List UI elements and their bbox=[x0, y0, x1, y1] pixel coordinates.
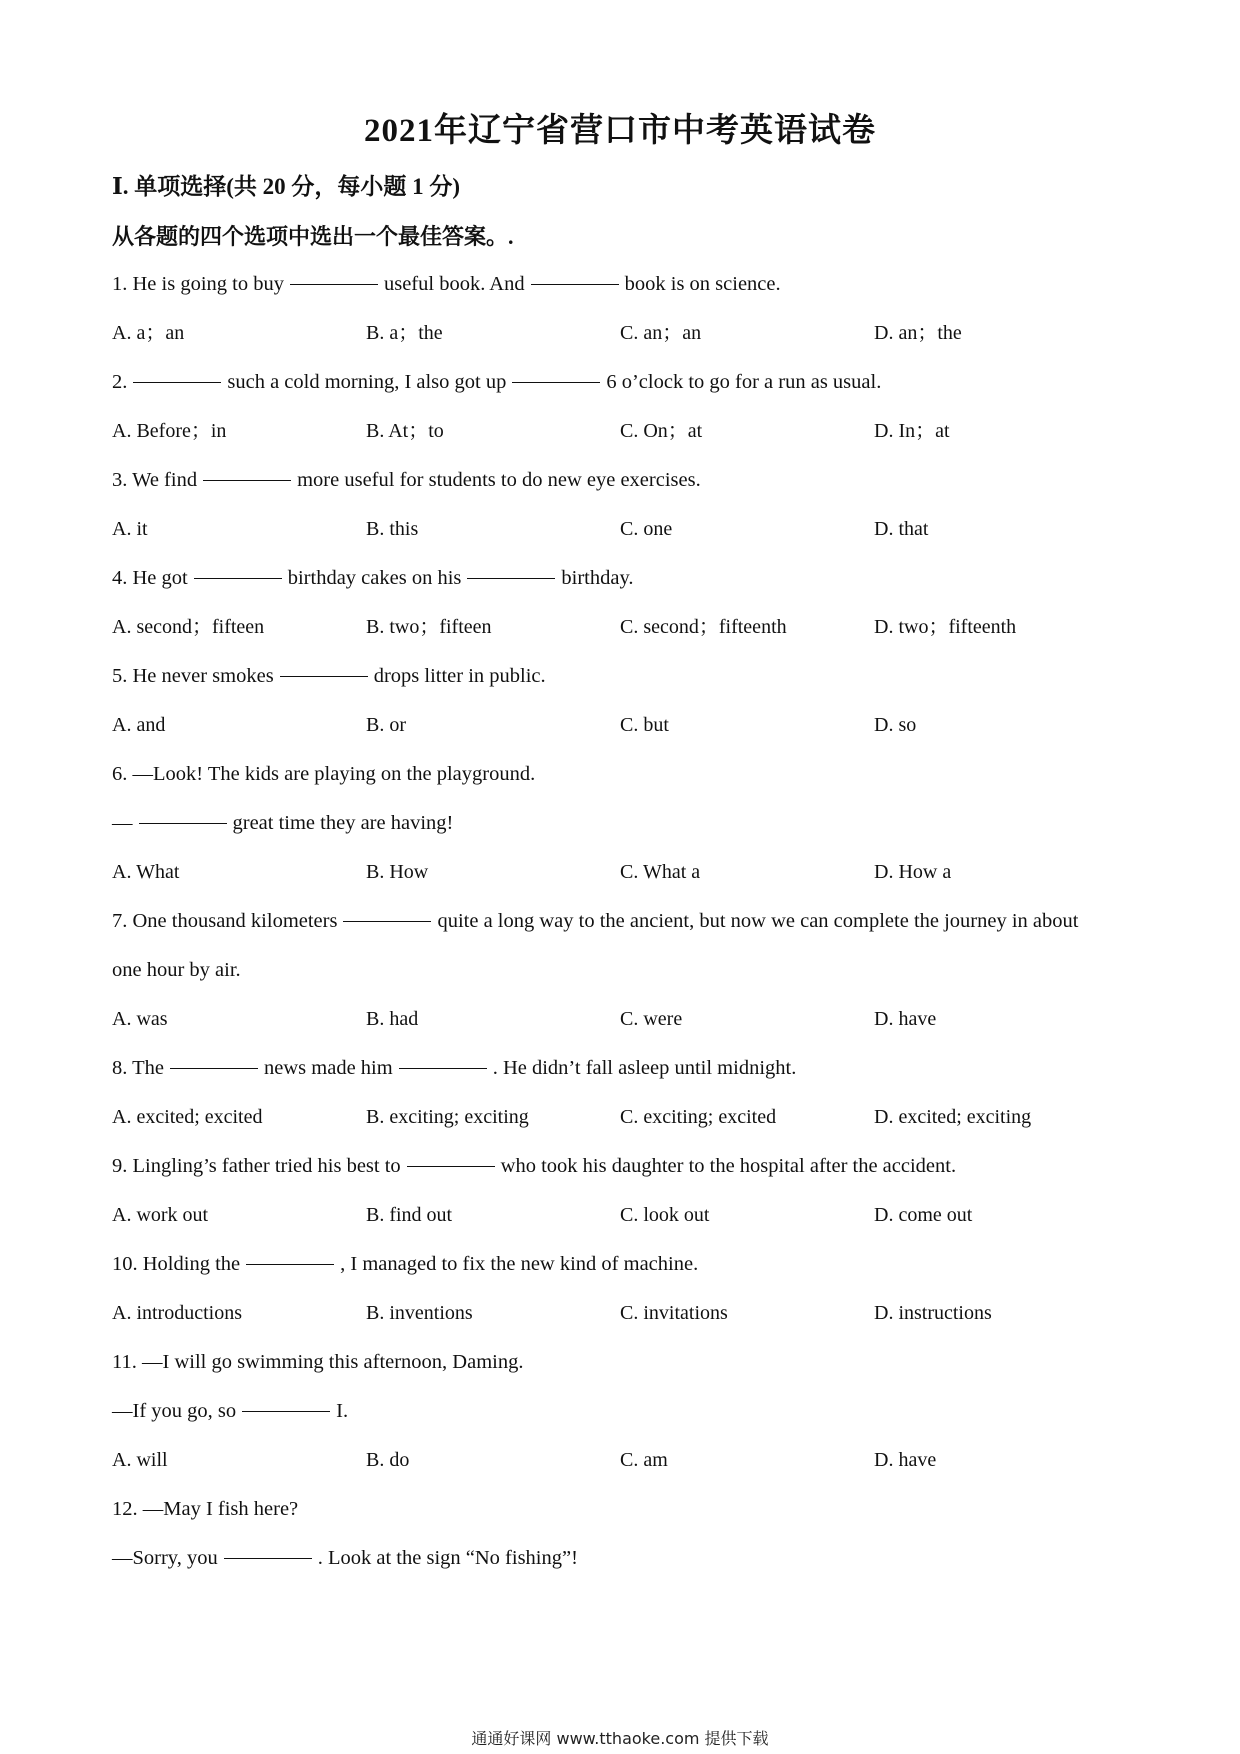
answer-blank bbox=[399, 1067, 487, 1069]
question-segment: birthday cakes on his bbox=[287, 567, 462, 589]
question-segment: —Sorry, you bbox=[112, 1547, 218, 1569]
question-text bbox=[112, 1538, 1142, 1587]
question-segment: useful book. And bbox=[383, 273, 525, 295]
option-row bbox=[112, 1293, 1142, 1342]
option-b: B. inventions bbox=[366, 1302, 473, 1324]
answer-blank bbox=[290, 283, 378, 285]
option-row bbox=[112, 1097, 1142, 1146]
question-segment: I. bbox=[336, 1400, 349, 1422]
question-segment: —If you go, so bbox=[112, 1400, 237, 1422]
option-b: B. How bbox=[366, 861, 429, 883]
question-segment: 6. —Look! The kids are playing on the playground. bbox=[112, 763, 536, 785]
question-segment: 11. —I will go swimming this afternoon, Daming. bbox=[112, 1351, 524, 1373]
answer-blank bbox=[407, 1165, 495, 1167]
question-segment: 3. We find bbox=[112, 469, 198, 491]
answer-blank bbox=[531, 283, 619, 285]
question-segment: 2. bbox=[112, 371, 128, 393]
question-list bbox=[112, 264, 1142, 1587]
question-text bbox=[112, 1244, 1142, 1293]
question-segment: such a cold morning, I also got up bbox=[227, 371, 507, 393]
question-segment: quite a long way to the ancient, but now we can complete the journey in about bbox=[437, 910, 1079, 932]
option-d: D. have bbox=[874, 1008, 937, 1030]
answer-blank bbox=[139, 822, 227, 824]
option-b: B. or bbox=[366, 714, 406, 736]
question-segment: drops litter in public. bbox=[373, 665, 546, 687]
answer-blank bbox=[170, 1067, 258, 1069]
option-a: A. introductions bbox=[112, 1302, 242, 1324]
question-text bbox=[112, 1146, 1142, 1195]
option-a: A. and bbox=[112, 714, 166, 736]
question-segment: 5. He never smokes bbox=[112, 665, 274, 687]
answer-blank bbox=[512, 381, 600, 383]
question-segment: 12. —May I fish here? bbox=[112, 1498, 299, 1520]
question-text bbox=[112, 1391, 1142, 1440]
option-row bbox=[112, 852, 1142, 901]
option-b: B. this bbox=[366, 518, 419, 540]
option-d: D. two；fifteenth bbox=[874, 616, 1017, 638]
option-d: D. In；at bbox=[874, 420, 950, 442]
option-a: A. was bbox=[112, 1008, 168, 1030]
option-c: C. but bbox=[620, 714, 669, 736]
option-c: C. one bbox=[620, 518, 673, 540]
answer-blank bbox=[280, 675, 368, 677]
option-a: A. second；fifteen bbox=[112, 616, 265, 638]
answer-blank bbox=[133, 381, 221, 383]
question-segment: 6 o’clock to go for a run as usual. bbox=[606, 371, 882, 393]
question-segment: 4. He got bbox=[112, 567, 188, 589]
option-c: C. exciting; excited bbox=[620, 1106, 777, 1128]
question-segment: one hour by air. bbox=[112, 959, 241, 981]
question-text bbox=[112, 656, 1142, 705]
option-b: B. two；fifteen bbox=[366, 616, 492, 638]
option-row bbox=[112, 1440, 1142, 1489]
option-d: D. How a bbox=[874, 861, 952, 883]
question-segment: book is on science. bbox=[624, 273, 781, 295]
option-b: B. a；the bbox=[366, 322, 443, 344]
question-segment: — bbox=[112, 812, 133, 834]
option-d: D. so bbox=[874, 714, 917, 736]
option-d: D. that bbox=[874, 518, 929, 540]
option-a: A. What bbox=[112, 861, 180, 883]
option-d: D. excited; exciting bbox=[874, 1106, 1032, 1128]
option-a: A. will bbox=[112, 1449, 168, 1471]
question-text bbox=[112, 362, 1142, 411]
question-segment: more useful for students to do new eye exercises. bbox=[297, 469, 701, 491]
option-c: C. were bbox=[620, 1008, 683, 1030]
question-segment: , I managed to fix the new kind of machine. bbox=[340, 1253, 699, 1275]
option-c: C. am bbox=[620, 1449, 668, 1471]
answer-blank bbox=[343, 920, 431, 922]
option-row bbox=[112, 313, 1142, 362]
option-row bbox=[112, 509, 1142, 558]
option-a: A. work out bbox=[112, 1204, 209, 1226]
question-segment: 9. Lingling’s father tried his best to bbox=[112, 1155, 401, 1177]
answer-blank bbox=[242, 1410, 330, 1412]
option-a: A. a；an bbox=[112, 322, 185, 344]
section-instruction: 从各题的四个选项中选出一个最佳答案。. bbox=[112, 224, 514, 249]
option-d: D. have bbox=[874, 1449, 937, 1471]
option-b: B. had bbox=[366, 1008, 419, 1030]
option-b: B. exciting; exciting bbox=[366, 1106, 529, 1128]
option-c: C. What a bbox=[620, 861, 701, 883]
option-d: D. instructions bbox=[874, 1302, 992, 1324]
question-text bbox=[112, 460, 1142, 509]
question-segment: 1. He is going to buy bbox=[112, 273, 284, 295]
option-a: A. excited; excited bbox=[112, 1106, 263, 1128]
option-row bbox=[112, 1195, 1142, 1244]
option-c: C. second；fifteenth bbox=[620, 616, 787, 638]
question-segment: who took his daughter to the hospital after the accident. bbox=[500, 1155, 957, 1177]
option-d: D. an；the bbox=[874, 322, 962, 344]
option-row bbox=[112, 705, 1142, 754]
section-heading: Ⅰ. 单项选择(共 20 分，每小题 1 分) bbox=[112, 174, 461, 199]
question-text bbox=[112, 1489, 1142, 1538]
option-b: B. find out bbox=[366, 1204, 453, 1226]
question-segment: . Look at the sign “No fishing”! bbox=[317, 1547, 578, 1569]
question-text bbox=[112, 950, 1142, 999]
question-segment: . He didn’t fall asleep until midnight. bbox=[492, 1057, 797, 1079]
option-row bbox=[112, 607, 1142, 656]
question-segment: news made him bbox=[264, 1057, 393, 1079]
option-c: C. an；an bbox=[620, 322, 702, 344]
option-b: B. do bbox=[366, 1449, 410, 1471]
page-title: 2021年辽宁省营口市中考英语试卷 bbox=[364, 113, 876, 149]
answer-blank bbox=[203, 479, 291, 481]
option-c: C. On；at bbox=[620, 420, 703, 442]
option-a: A. it bbox=[112, 518, 148, 540]
option-a: A. Before；in bbox=[112, 420, 227, 442]
answer-blank bbox=[224, 1557, 312, 1559]
answer-blank bbox=[467, 577, 555, 579]
question-segment: 10. Holding the bbox=[112, 1253, 241, 1275]
answer-blank bbox=[246, 1263, 334, 1265]
question-segment: great time they are having! bbox=[232, 812, 454, 834]
option-b: B. At；to bbox=[366, 420, 444, 442]
option-row bbox=[112, 411, 1142, 460]
question-text bbox=[112, 803, 1142, 852]
question-segment: birthday. bbox=[561, 567, 634, 589]
option-c: C. invitations bbox=[620, 1302, 728, 1324]
answer-blank bbox=[194, 577, 282, 579]
footer-note: 通通好课网 www.tthaoke.com 提供下载 bbox=[471, 1729, 769, 1748]
question-text bbox=[112, 1342, 1142, 1391]
question-text bbox=[112, 264, 1142, 313]
question-text bbox=[112, 901, 1142, 950]
question-segment: 8. The bbox=[112, 1057, 165, 1079]
question-text bbox=[112, 1048, 1142, 1097]
question-text bbox=[112, 558, 1142, 607]
option-c: C. look out bbox=[620, 1204, 710, 1226]
option-d: D. come out bbox=[874, 1204, 973, 1226]
question-segment: 7. One thousand kilometers bbox=[112, 910, 338, 932]
question-text bbox=[112, 754, 1142, 803]
option-row bbox=[112, 999, 1142, 1048]
